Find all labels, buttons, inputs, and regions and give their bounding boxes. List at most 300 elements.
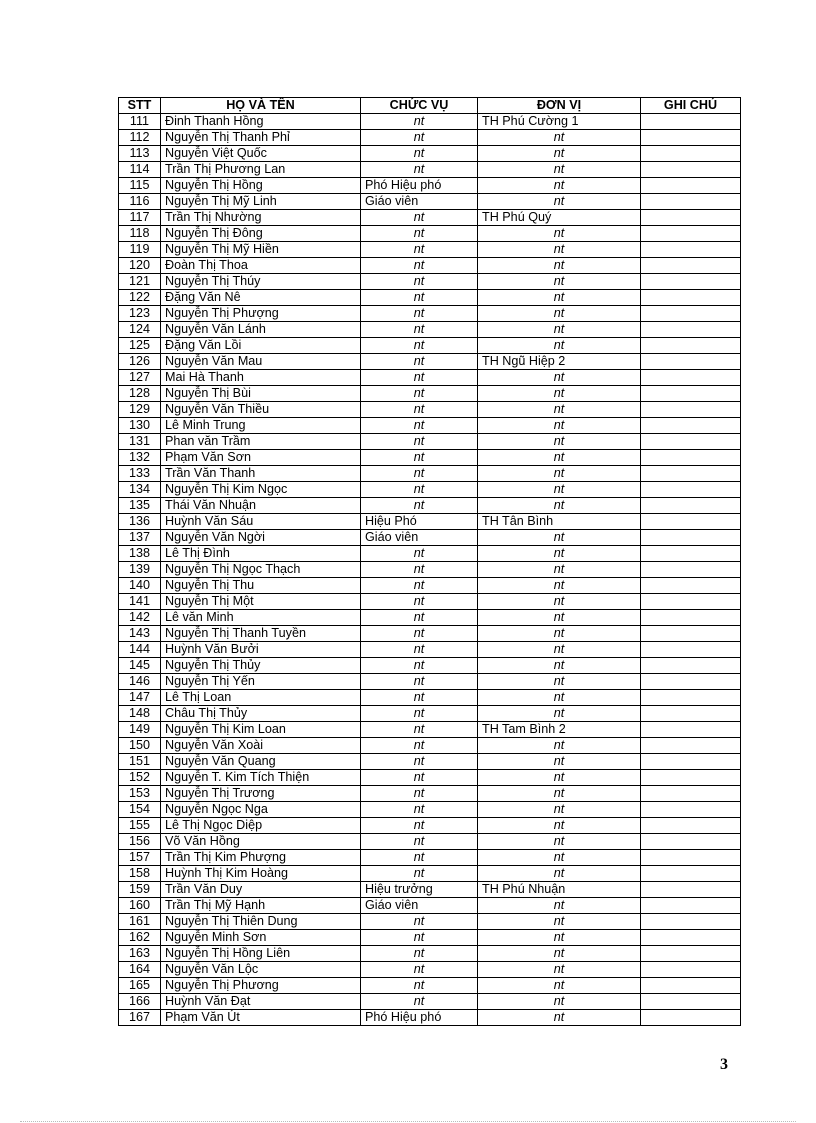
- table-row: [119, 178, 741, 194]
- unit-cell: nt: [478, 834, 641, 850]
- stt-cell: 130: [119, 418, 161, 434]
- note-cell: [641, 466, 741, 482]
- name-cell: Nguyễn Thị Trương: [161, 786, 361, 802]
- position-cell: nt: [361, 274, 478, 290]
- table-row: [119, 242, 741, 258]
- table-row: [119, 978, 741, 994]
- unit-cell: nt: [478, 578, 641, 594]
- unit-cell: nt: [478, 546, 641, 562]
- unit-cell: TH Tam Bình 2: [478, 722, 641, 738]
- name-cell: Trần Thị Nhường: [161, 210, 361, 226]
- stt-cell: 158: [119, 866, 161, 882]
- name-cell: Nguyễn Văn Thiều: [161, 402, 361, 418]
- table-row: [119, 818, 741, 834]
- unit-cell: nt: [478, 530, 641, 546]
- header-stt: STT: [119, 98, 161, 114]
- unit-cell: nt: [478, 466, 641, 482]
- position-cell: nt: [361, 674, 478, 690]
- position-cell: nt: [361, 482, 478, 498]
- table-row: [119, 482, 741, 498]
- position-cell: Giáo viên: [361, 530, 478, 546]
- unit-cell: nt: [478, 786, 641, 802]
- stt-cell: 139: [119, 562, 161, 578]
- stt-cell: 143: [119, 626, 161, 642]
- table-row: [119, 658, 741, 674]
- note-cell: [641, 370, 741, 386]
- unit-cell: nt: [478, 850, 641, 866]
- name-cell: Huỳnh Văn Sáu: [161, 514, 361, 530]
- note-cell: [641, 658, 741, 674]
- table-body: [119, 114, 741, 1026]
- unit-cell: nt: [478, 130, 641, 146]
- note-cell: [641, 434, 741, 450]
- note-cell: [641, 1010, 741, 1026]
- stt-cell: 156: [119, 834, 161, 850]
- stt-cell: 121: [119, 274, 161, 290]
- note-cell: [641, 338, 741, 354]
- table-row: [119, 802, 741, 818]
- stt-cell: 113: [119, 146, 161, 162]
- table-row: [119, 770, 741, 786]
- name-cell: Trần Thị Mỹ Hạnh: [161, 898, 361, 914]
- stt-cell: 136: [119, 514, 161, 530]
- table-row: [119, 162, 741, 178]
- table-row: [119, 866, 741, 882]
- unit-cell: nt: [478, 402, 641, 418]
- table-row: [119, 450, 741, 466]
- note-cell: [641, 178, 741, 194]
- unit-cell: nt: [478, 370, 641, 386]
- name-cell: Nguyễn Thị Bùi: [161, 386, 361, 402]
- name-cell: Nguyễn Thị Mỹ Linh: [161, 194, 361, 210]
- stt-cell: 163: [119, 946, 161, 962]
- name-cell: Đoàn Thị Thoa: [161, 258, 361, 274]
- stt-cell: 126: [119, 354, 161, 370]
- table-row: [119, 290, 741, 306]
- note-cell: [641, 354, 741, 370]
- position-cell: nt: [361, 850, 478, 866]
- name-cell: Võ Văn Hồng: [161, 834, 361, 850]
- stt-cell: 144: [119, 642, 161, 658]
- name-cell: Nguyễn Thị Một: [161, 594, 361, 610]
- note-cell: [641, 242, 741, 258]
- stt-cell: 142: [119, 610, 161, 626]
- stt-cell: 162: [119, 930, 161, 946]
- unit-cell: nt: [478, 338, 641, 354]
- position-cell: Hiệu trưởng: [361, 882, 478, 898]
- table-row: [119, 530, 741, 546]
- stt-cell: 154: [119, 802, 161, 818]
- stt-cell: 166: [119, 994, 161, 1010]
- position-cell: nt: [361, 754, 478, 770]
- table-row: [119, 338, 741, 354]
- stt-cell: 133: [119, 466, 161, 482]
- unit-cell: nt: [478, 610, 641, 626]
- note-cell: [641, 770, 741, 786]
- name-cell: Nguyễn Văn Xoài: [161, 738, 361, 754]
- position-cell: nt: [361, 594, 478, 610]
- position-cell: nt: [361, 626, 478, 642]
- note-cell: [641, 642, 741, 658]
- stt-cell: 152: [119, 770, 161, 786]
- position-cell: nt: [361, 866, 478, 882]
- stt-cell: 111: [119, 114, 161, 130]
- note-cell: [641, 914, 741, 930]
- position-cell: nt: [361, 434, 478, 450]
- note-cell: [641, 530, 741, 546]
- position-cell: nt: [361, 930, 478, 946]
- stt-cell: 122: [119, 290, 161, 306]
- table-row: [119, 850, 741, 866]
- unit-cell: nt: [478, 962, 641, 978]
- position-cell: nt: [361, 242, 478, 258]
- position-cell: Giáo viên: [361, 898, 478, 914]
- position-cell: nt: [361, 658, 478, 674]
- unit-cell: TH Phú Nhuận: [478, 882, 641, 898]
- stt-cell: 115: [119, 178, 161, 194]
- table-row: [119, 738, 741, 754]
- position-cell: nt: [361, 498, 478, 514]
- table-row: [119, 834, 741, 850]
- name-cell: Phạm Văn Sơn: [161, 450, 361, 466]
- position-cell: nt: [361, 210, 478, 226]
- unit-cell: TH Tân Bình: [478, 514, 641, 530]
- stt-cell: 164: [119, 962, 161, 978]
- table-row: [119, 130, 741, 146]
- unit-cell: nt: [478, 738, 641, 754]
- stt-cell: 155: [119, 818, 161, 834]
- table-row: [119, 322, 741, 338]
- note-cell: [641, 578, 741, 594]
- unit-cell: nt: [478, 258, 641, 274]
- position-cell: nt: [361, 994, 478, 1010]
- table-row: [119, 674, 741, 690]
- unit-cell: nt: [478, 306, 641, 322]
- note-cell: [641, 306, 741, 322]
- unit-cell: nt: [478, 290, 641, 306]
- unit-cell: TH Ngũ Hiệp 2: [478, 354, 641, 370]
- name-cell: Nguyễn Văn Lộc: [161, 962, 361, 978]
- note-cell: [641, 754, 741, 770]
- position-cell: nt: [361, 834, 478, 850]
- name-cell: Nguyễn Thị Thu: [161, 578, 361, 594]
- note-cell: [641, 290, 741, 306]
- header-full-name: HỌ VÀ TÊN: [161, 98, 361, 114]
- table-row: [119, 930, 741, 946]
- table-row: [119, 562, 741, 578]
- position-cell: nt: [361, 418, 478, 434]
- unit-cell: nt: [478, 642, 641, 658]
- unit-cell: nt: [478, 946, 641, 962]
- note-cell: [641, 226, 741, 242]
- position-cell: nt: [361, 642, 478, 658]
- stt-cell: 112: [119, 130, 161, 146]
- position-cell: nt: [361, 962, 478, 978]
- stt-cell: 165: [119, 978, 161, 994]
- position-cell: nt: [361, 466, 478, 482]
- header-unit: ĐƠN VỊ: [478, 98, 641, 114]
- name-cell: Nguyễn Văn Ngời: [161, 530, 361, 546]
- note-cell: [641, 546, 741, 562]
- name-cell: Nguyễn Việt Quốc: [161, 146, 361, 162]
- position-cell: nt: [361, 946, 478, 962]
- unit-cell: nt: [478, 674, 641, 690]
- note-cell: [641, 802, 741, 818]
- table-row: [119, 722, 741, 738]
- table-row: [119, 898, 741, 914]
- position-cell: nt: [361, 706, 478, 722]
- name-cell: Nguyễn Thị Phương: [161, 978, 361, 994]
- unit-cell: nt: [478, 994, 641, 1010]
- note-cell: [641, 514, 741, 530]
- note-cell: [641, 610, 741, 626]
- name-cell: Huỳnh Văn Bưởi: [161, 642, 361, 658]
- name-cell: Nguyễn Thị Hồng: [161, 178, 361, 194]
- name-cell: Lê Thị Ngọc Diệp: [161, 818, 361, 834]
- position-cell: nt: [361, 386, 478, 402]
- stt-cell: 146: [119, 674, 161, 690]
- name-cell: Nguyễn Thị Ngọc Thạch: [161, 562, 361, 578]
- note-cell: [641, 402, 741, 418]
- position-cell: nt: [361, 370, 478, 386]
- stt-cell: 124: [119, 322, 161, 338]
- position-cell: Phó Hiệu phó: [361, 1010, 478, 1026]
- table-row: [119, 274, 741, 290]
- unit-cell: TH Phú Cường 1: [478, 114, 641, 130]
- note-cell: [641, 626, 741, 642]
- table-row: [119, 514, 741, 530]
- name-cell: Nguyễn Thị Thanh Tuyền: [161, 626, 361, 642]
- name-cell: Nguyễn T. Kim Tích Thiện: [161, 770, 361, 786]
- name-cell: Phan văn Trầm: [161, 434, 361, 450]
- note-cell: [641, 706, 741, 722]
- position-cell: nt: [361, 610, 478, 626]
- table-row: [119, 258, 741, 274]
- position-cell: nt: [361, 738, 478, 754]
- name-cell: Nguyễn Văn Lánh: [161, 322, 361, 338]
- stt-cell: 141: [119, 594, 161, 610]
- stt-cell: 119: [119, 242, 161, 258]
- stt-cell: 127: [119, 370, 161, 386]
- footer-divider: [20, 1121, 796, 1122]
- stt-cell: 137: [119, 530, 161, 546]
- unit-cell: nt: [478, 434, 641, 450]
- name-cell: Lê Thị Đình: [161, 546, 361, 562]
- unit-cell: nt: [478, 146, 641, 162]
- position-cell: Phó Hiệu phó: [361, 178, 478, 194]
- table-row: [119, 786, 741, 802]
- unit-cell: nt: [478, 866, 641, 882]
- stt-cell: 149: [119, 722, 161, 738]
- table-row: [119, 706, 741, 722]
- unit-cell: nt: [478, 178, 641, 194]
- note-cell: [641, 386, 741, 402]
- note-cell: [641, 930, 741, 946]
- unit-cell: nt: [478, 242, 641, 258]
- table-row: [119, 994, 741, 1010]
- stt-cell: 132: [119, 450, 161, 466]
- stt-cell: 160: [119, 898, 161, 914]
- unit-cell: nt: [478, 802, 641, 818]
- table-row: [119, 210, 741, 226]
- table-row: [119, 114, 741, 130]
- table-row: [119, 914, 741, 930]
- stt-cell: 147: [119, 690, 161, 706]
- note-cell: [641, 450, 741, 466]
- table-row: [119, 578, 741, 594]
- stt-cell: 167: [119, 1010, 161, 1026]
- name-cell: Trần Thị Phương Lan: [161, 162, 361, 178]
- note-cell: [641, 594, 741, 610]
- unit-cell: nt: [478, 562, 641, 578]
- position-cell: nt: [361, 226, 478, 242]
- position-cell: nt: [361, 354, 478, 370]
- table-header-row: [119, 98, 741, 114]
- unit-cell: nt: [478, 914, 641, 930]
- header-note: GHI CHÚ: [641, 98, 741, 114]
- unit-cell: nt: [478, 770, 641, 786]
- name-cell: Nguyễn Thị Hồng Liên: [161, 946, 361, 962]
- stt-cell: 161: [119, 914, 161, 930]
- table-row: [119, 226, 741, 242]
- note-cell: [641, 818, 741, 834]
- table-row: [119, 306, 741, 322]
- name-cell: Châu Thị Thủy: [161, 706, 361, 722]
- unit-cell: nt: [478, 706, 641, 722]
- position-cell: nt: [361, 546, 478, 562]
- unit-cell: nt: [478, 418, 641, 434]
- name-cell: Trần Văn Duy: [161, 882, 361, 898]
- table-row: [119, 594, 741, 610]
- name-cell: Nguyễn Thị Thúy: [161, 274, 361, 290]
- table-row: [119, 546, 741, 562]
- name-cell: Huỳnh Văn Đạt: [161, 994, 361, 1010]
- stt-cell: 145: [119, 658, 161, 674]
- name-cell: Phạm Văn Út: [161, 1010, 361, 1026]
- name-cell: Nguyễn Ngọc Nga: [161, 802, 361, 818]
- stt-cell: 138: [119, 546, 161, 562]
- position-cell: nt: [361, 786, 478, 802]
- unit-cell: nt: [478, 978, 641, 994]
- table-row: [119, 642, 741, 658]
- table-row: [119, 962, 741, 978]
- note-cell: [641, 194, 741, 210]
- unit-cell: nt: [478, 450, 641, 466]
- note-cell: [641, 274, 741, 290]
- note-cell: [641, 162, 741, 178]
- note-cell: [641, 786, 741, 802]
- unit-cell: nt: [478, 930, 641, 946]
- name-cell: Lê Minh Trung: [161, 418, 361, 434]
- stt-cell: 120: [119, 258, 161, 274]
- name-cell: Thái Văn Nhuận: [161, 498, 361, 514]
- stt-cell: 125: [119, 338, 161, 354]
- table-row: [119, 194, 741, 210]
- position-cell: nt: [361, 450, 478, 466]
- note-cell: [641, 210, 741, 226]
- name-cell: Nguyễn Thị Phượng: [161, 306, 361, 322]
- table-row: [119, 466, 741, 482]
- table-row: [119, 1010, 741, 1026]
- name-cell: Nguyễn Thị Kim Loan: [161, 722, 361, 738]
- stt-cell: 140: [119, 578, 161, 594]
- stt-cell: 117: [119, 210, 161, 226]
- stt-cell: 148: [119, 706, 161, 722]
- position-cell: nt: [361, 818, 478, 834]
- name-cell: Nguyễn Thị Thiên Dung: [161, 914, 361, 930]
- note-cell: [641, 690, 741, 706]
- unit-cell: nt: [478, 274, 641, 290]
- position-cell: nt: [361, 146, 478, 162]
- note-cell: [641, 674, 741, 690]
- table-row: [119, 370, 741, 386]
- position-cell: nt: [361, 130, 478, 146]
- position-cell: nt: [361, 162, 478, 178]
- stt-cell: 114: [119, 162, 161, 178]
- unit-cell: nt: [478, 226, 641, 242]
- stt-cell: 153: [119, 786, 161, 802]
- table-row: [119, 354, 741, 370]
- name-cell: Nguyễn Thị Thủy: [161, 658, 361, 674]
- stt-cell: 116: [119, 194, 161, 210]
- name-cell: Đặng Văn Lồi: [161, 338, 361, 354]
- note-cell: [641, 978, 741, 994]
- note-cell: [641, 322, 741, 338]
- stt-cell: 118: [119, 226, 161, 242]
- note-cell: [641, 882, 741, 898]
- table-row: [119, 754, 741, 770]
- note-cell: [641, 898, 741, 914]
- position-cell: nt: [361, 338, 478, 354]
- note-cell: [641, 738, 741, 754]
- name-cell: Nguyễn Thị Đông: [161, 226, 361, 242]
- name-cell: Mai Hà Thanh: [161, 370, 361, 386]
- note-cell: [641, 962, 741, 978]
- name-cell: Trần Văn Thanh: [161, 466, 361, 482]
- position-cell: nt: [361, 306, 478, 322]
- table-row: [119, 386, 741, 402]
- stt-cell: 134: [119, 482, 161, 498]
- unit-cell: nt: [478, 194, 641, 210]
- name-cell: Nguyễn Thị Yến: [161, 674, 361, 690]
- table-row: [119, 690, 741, 706]
- table-row: [119, 418, 741, 434]
- unit-cell: nt: [478, 898, 641, 914]
- position-cell: nt: [361, 722, 478, 738]
- position-cell: Giáo viên: [361, 194, 478, 210]
- note-cell: [641, 146, 741, 162]
- name-cell: Nguyễn Thị Thanh Phỉ: [161, 130, 361, 146]
- position-cell: nt: [361, 578, 478, 594]
- position-cell: nt: [361, 562, 478, 578]
- unit-cell: nt: [478, 498, 641, 514]
- name-cell: Lê Thị Loan: [161, 690, 361, 706]
- note-cell: [641, 130, 741, 146]
- note-cell: [641, 722, 741, 738]
- page-number: 3: [720, 1056, 728, 1073]
- stt-cell: 123: [119, 306, 161, 322]
- name-cell: Nguyễn Văn Quang: [161, 754, 361, 770]
- position-cell: nt: [361, 290, 478, 306]
- stt-cell: 129: [119, 402, 161, 418]
- unit-cell: nt: [478, 1010, 641, 1026]
- position-cell: nt: [361, 322, 478, 338]
- table-row: [119, 610, 741, 626]
- table-row: [119, 146, 741, 162]
- note-cell: [641, 482, 741, 498]
- note-cell: [641, 866, 741, 882]
- position-cell: nt: [361, 114, 478, 130]
